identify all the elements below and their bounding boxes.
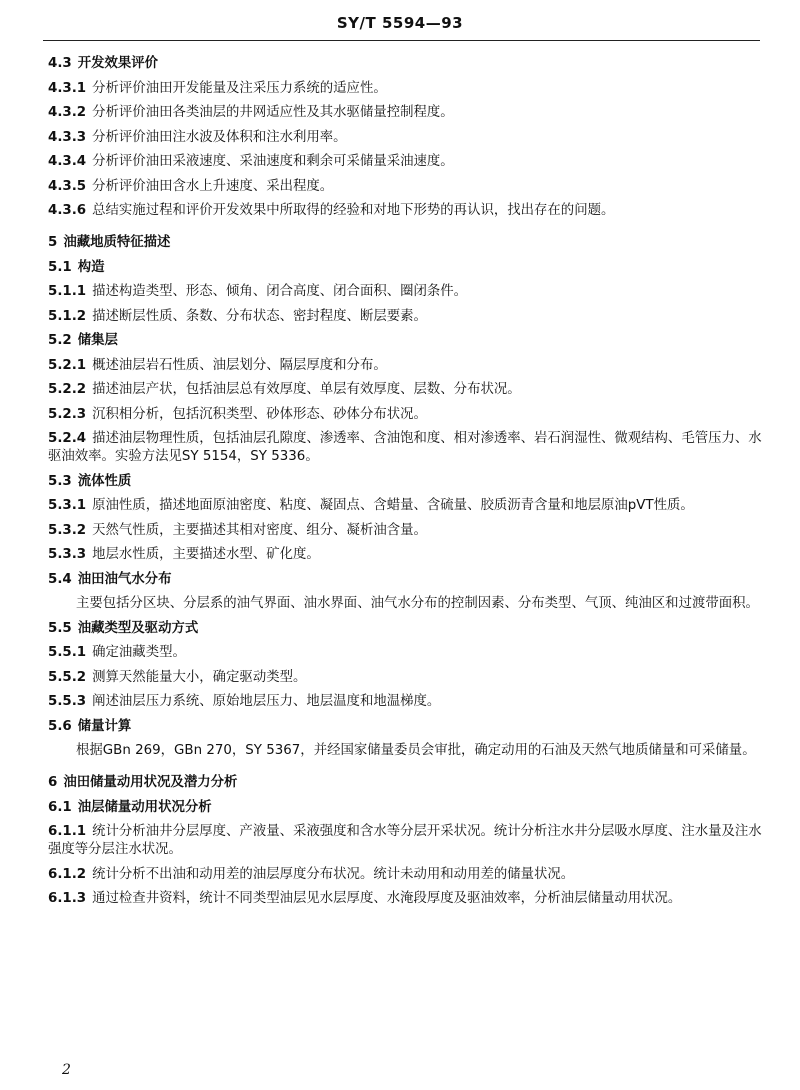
clause-5-2-1: 5.2.1 概述油层岩石性质、油层划分、隔层厚度和分布。 — [48, 357, 387, 373]
clause-5-3-1: 5.3.1 原油性质，描述地面原油密度、粘度、凝固点、含蜡量、含硫量、胶质沥青含量和地层原油pVT性质。 — [48, 498, 694, 513]
document-body — [48, 55, 762, 915]
section-heading-5-6: 5.6 储量计算 — [48, 718, 132, 734]
clause-5-5-3: 5.5.3 阐述油层压力系统、原始地层压力、地层温度和地温梯度。 — [48, 694, 441, 709]
section-heading-5-1: 5.1 构造 — [48, 259, 105, 275]
clause-5-3-2: 5.3.2 天然气性质，主要描述其相对密度、组分、凝析油含量。 — [48, 522, 427, 538]
clause-5-5-1: 5.5.1 确定油藏类型。 — [48, 645, 186, 660]
paragraph-5-4: 主要包括分区块、分层系的油气界面、油水界面、油气水分布的控制因素、分布类型、气顶、纯油区和过渡带面积。 — [76, 596, 759, 611]
chapter-heading-5: 5 油藏地质特征描述 — [48, 235, 171, 250]
clause-6-1-2: 6.1.2 统计分析不出油和动用差的油层厚度分布状况。统计未动用和动用差的储量状况。 — [48, 866, 575, 882]
chapter-heading-6: 6 油田储量动用状况及潜力分析 — [48, 775, 238, 790]
section-heading-5-3: 5.3 流体性质 — [48, 473, 132, 489]
clause-6-1-1: 6.1.1 统计分析油井分层厚度、产液量、采液强度和含水等分层开采状况。统计分析注水井分层吸水厚度、注水量及注水强度等分层注水状况。 — [48, 824, 762, 857]
clause-5-1-2: 5.1.2 描述断层性质、条数、分布状态、密封程度、断层要素。 — [48, 308, 427, 324]
clause-5-3-3: 5.3.3 地层水性质，主要描述水型、矿化度。 — [48, 547, 320, 562]
clause-4-3-2: 4.3.2 分析评价油田各类油层的井网适应性及其水驱储量控制程度。 — [48, 105, 454, 120]
clause-4-3-6: 4.3.6 总结实施过程和评价开发效果中所取得的经验和对地下形势的再认识，找出存在的问题。 — [48, 203, 615, 218]
clause-5-2-3: 5.2.3 沉积相分析，包括沉积类型、砂体形态、砂体分布状况。 — [48, 406, 427, 422]
paragraph-5-6: 根据GBn 269，GBn 270，SY 5367，并经国家储量委员会审批，确定动用的石油及天然气地质储量和可采储量。 — [76, 743, 756, 758]
clause-5-2-4: 5.2.4 描述油层物理性质，包括油层孔隙度、渗透率、含油饱和度、相对渗透率、岩石润湿性、微观结构、毛管压力、水驱油效率。实验方法见SY 5154，SY 5336。 — [48, 431, 762, 464]
clause-5-1-1: 5.1.1 描述构造类型、形态、倾角、闭合高度、闭合面积、圈闭条件。 — [48, 284, 468, 299]
clause-5-5-2: 5.5.2 测算天然能量大小，确定驱动类型。 — [48, 669, 307, 685]
section-heading-5-2: 5.2 储集层 — [48, 333, 118, 348]
section-heading-6-1: 6.1 油层储量动用状况分析 — [48, 799, 212, 815]
section-heading-5-5: 5.5 油藏类型及驱动方式 — [48, 620, 199, 636]
clause-5-2-2: 5.2.2 描述油层产状，包括油层总有效厚度、单层有效厚度、层数、分布状况。 — [48, 382, 521, 397]
page-number: 2 — [62, 1062, 71, 1078]
clause-6-1-3: 6.1.3 通过检查井资料，统计不同类型油层见水层厚度、水淹段厚度及驱油效率，分析油层储量动用状况。 — [48, 891, 682, 906]
clause-4-3-3: 4.3.3 分析评价油田注水波及体积和注水利用率。 — [48, 129, 347, 145]
standard-code-header: SY/T 5594—93 — [336, 14, 464, 32]
section-heading-4-3: 4.3 开发效果评价 — [48, 56, 159, 71]
header-rule — [43, 40, 760, 41]
section-heading-5-4: 5.4 油田油气水分布 — [48, 571, 172, 587]
clause-4-3-1: 4.3.1 分析评价油田开发能量及注采压力系统的适应性。 — [48, 80, 387, 96]
clause-4-3-4: 4.3.4 分析评价油田采液速度、采油速度和剩余可采储量采油速度。 — [48, 154, 454, 169]
clause-4-3-5: 4.3.5 分析评价油田含水上升速度、采出程度。 — [48, 178, 334, 194]
